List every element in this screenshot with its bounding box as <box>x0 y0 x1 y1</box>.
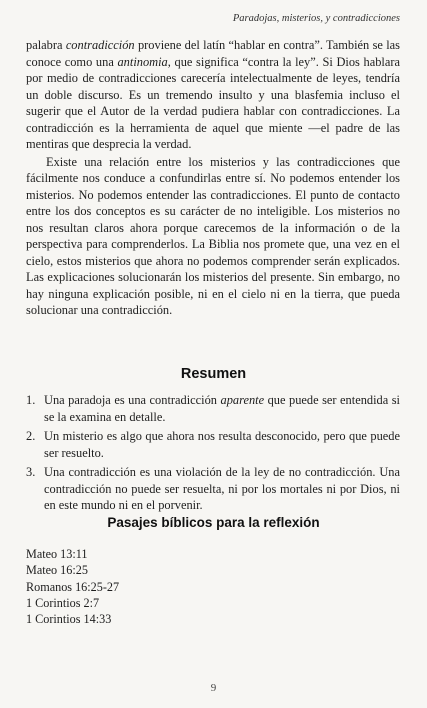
italic-term: aparente <box>220 393 265 407</box>
running-header: Paradojas, misterios, y contradicciones <box>232 13 400 24</box>
text-run: Una paradoja es una contradicción <box>44 393 221 407</box>
italic-term: antinomia <box>117 54 168 69</box>
summary-list <box>26 392 400 517</box>
item-text: Una contradicción es una violación de la ley de no contradicción. Una contradicción no puede ser resuelta, ni por los mortales ni por Dios, ni en este mundo ni en el porvenir. <box>44 465 400 512</box>
item-text: Un misterio es algo que ahora nos resulta desconocido, pero que puede ser resuelto. <box>44 429 400 460</box>
verse-reference: Mateo 13:11 <box>26 547 88 561</box>
summary-heading: Resumen <box>180 366 247 382</box>
text-run: Existe una relación entre los misterios y las contradicciones que fácilmente nos conduce a confundirlas entre sí. No podemos entender los misterios. No podemos entender las contradicciones. El punto de contacto entre los dos conceptos es su carácter de no inteligible. Los misterios no nos resultan claros ahora porque carecemos de la información o de la perspectiva para comprenderlos. La Biblia nos promete que, una vez en el cielo, estos misterios que ahora no podemos comprender serán explicados. Las explicaciones solucionarán los misterios del presente. Sin embargo, no hay ninguna explicación posible, ni en el cielo ni en la tierra, que pueda solucionar una contradicción. <box>26 154 400 317</box>
verse-list <box>26 546 119 627</box>
page-number: 9 <box>210 682 217 694</box>
text-run: que puede ser entendida si se la examina en detalle. <box>44 393 400 424</box>
summary-item <box>26 464 400 514</box>
verse-reference: Romanos 16:25-27 <box>26 579 120 594</box>
paragraph <box>26 154 400 319</box>
verse-reference: 1 Corintios 14:33 <box>26 612 112 627</box>
item-number: 2. <box>26 429 36 443</box>
body-text <box>26 37 400 319</box>
item-number: 3. <box>26 465 36 479</box>
text-run: , que significa “contra la ley”. Si Dios hablara por medio de contradicciones carecería intelectualmente de leyes, tendría un doble discurso. Es un tremendo insulto y una blasfemia incluso el sugerir que el Autor de la verdad pudiera hablar con contradicciones. La contradicción es la herramienta de aquel que miente —el padre de las mentiras que desprecia la verdad. <box>26 54 400 151</box>
text-run: proviene del latín “hablar en contra”. También se las conoce como una <box>26 38 400 69</box>
item-text <box>44 392 400 425</box>
italic-term: contradicción <box>65 38 135 52</box>
paragraph <box>26 37 400 153</box>
summary-item <box>26 392 400 425</box>
text-run: palabra <box>26 38 66 52</box>
verse-reference: 1 Corintios 2:7 <box>26 595 100 610</box>
verse-reference: Mateo 16:25 <box>26 563 88 578</box>
passages-heading: Pasajes bíblicos para la reflexión <box>107 515 320 530</box>
item-number: 1. <box>26 393 36 407</box>
summary-item <box>26 428 400 461</box>
